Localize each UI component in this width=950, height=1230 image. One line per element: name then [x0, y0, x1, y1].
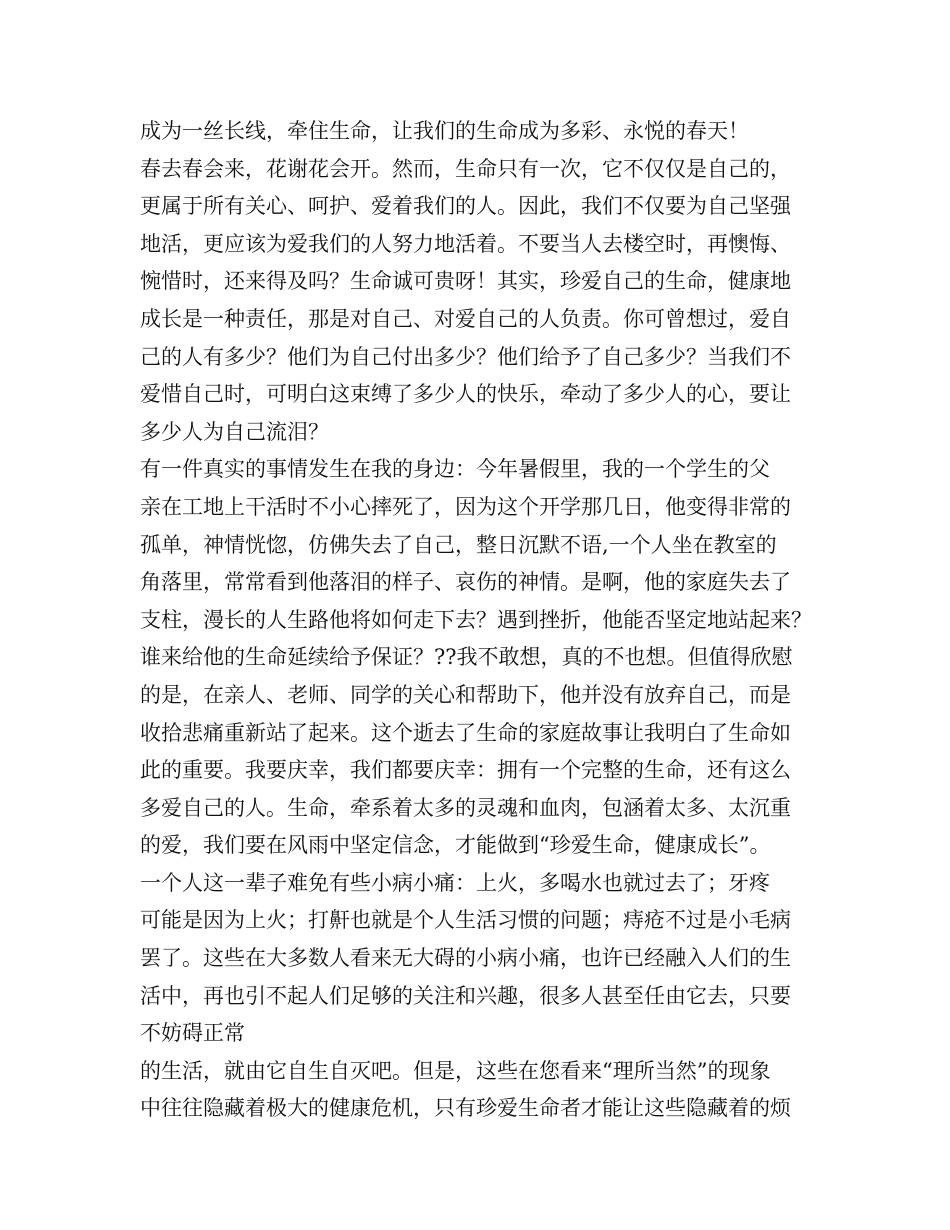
text-line: 成为一丝长线，牵住生命，让我们的生命成为多彩、永悦的春天！	[140, 119, 749, 143]
text-line: 多爱自己的人。生命，牵系着太多的灵魂和血肉，包涵着太多、太沉重	[140, 795, 791, 820]
text-line: 孤单，神情恍惚，仿佛失去了自己，整日沉默不语,一个人坐在教室的	[140, 532, 777, 557]
text-line: 不妨碍正常	[140, 1021, 245, 1046]
text-line: 有一件真实的事情发生在我的身边：今年暑假里，我的一个学生的父	[140, 457, 770, 482]
text-line: 谁来给他的生命延续给予保证？??我不敢想，真的不也想。但值得欣慰	[140, 645, 793, 670]
text-line: 多少人为自己流泪？	[140, 419, 329, 444]
text-line: 春去春会来，花谢花会开。然而，生命只有一次，它不仅仅是自己的，	[140, 156, 791, 181]
text-line: 罢了。这些在大多数人看来无大碍的小病小痛，也许已经融入人们的生	[140, 946, 791, 971]
text-line: 的是，在亲人、老师、同学的关心和帮助下，他并没有放弃自己，而是	[140, 682, 791, 707]
text-line: 亲在工地上干活时不小心摔死了，因为这个开学那几日，他变得非常的	[140, 494, 791, 519]
text-line: 支柱，漫长的人生路他将如何走下去？遇到挫折，他能否坚定地站起来？	[140, 607, 812, 632]
text-line: 一个人这一辈子难免有些小病小痛：上火，多喝水也就过去了；牙疼	[140, 870, 770, 895]
text-line: 此的重要。我要庆幸，我们都要庆幸：拥有一个完整的生命，还有这么	[140, 758, 791, 783]
text-line: 收拾悲痛重新站了起来。这个逝去了生命的家庭故事让我明白了生命如	[140, 720, 791, 745]
text-line: 的生活，就由它自生自灭吧。但是，这些在您看来“理所当然”的现象	[140, 1058, 771, 1083]
text-line: 中往往隐藏着极大的健康危机，只有珍爱生命者才能让这些隐藏着的烦	[140, 1096, 791, 1121]
text-line: 成长是一种责任，那是对自己、对爱自己的人负责。你可曾想过，爱自	[140, 306, 791, 331]
text-line: 地活，更应该为爱我们的人努力地活着。不要当人去楼空时，再懊悔、	[140, 231, 791, 256]
text-line: 活中，再也引不起人们足够的关注和兴趣，很多人甚至任由它去，只要	[140, 983, 791, 1008]
text-line: 的爱，我们要在风雨中坚定信念，才能做到“珍爱生命，健康成长”。	[140, 833, 771, 858]
text-line: 更属于所有关心、呵护、爱着我们的人。因此，我们不仅要为自己坚强	[140, 194, 791, 219]
text-line: 爱惜自己时，可明白这束缚了多少人的快乐，牵动了多少人的心，要让	[140, 382, 791, 407]
text-line: 角落里，常常看到他落泪的样子、哀伤的神情。是啊，他的家庭失去了	[140, 570, 791, 595]
text-line: 惋惜时，还来得及吗？生命诚可贵呀！其实，珍爱自己的生命，健康地	[140, 269, 791, 294]
text-line: 可能是因为上火；打鼾也就是个人生活习惯的问题；痔疮不过是小毛病	[140, 908, 791, 933]
text-line: 己的人有多少？他们为自己付出多少？他们给予了自己多少？当我们不	[140, 344, 791, 369]
body-text	[140, 113, 830, 1128]
